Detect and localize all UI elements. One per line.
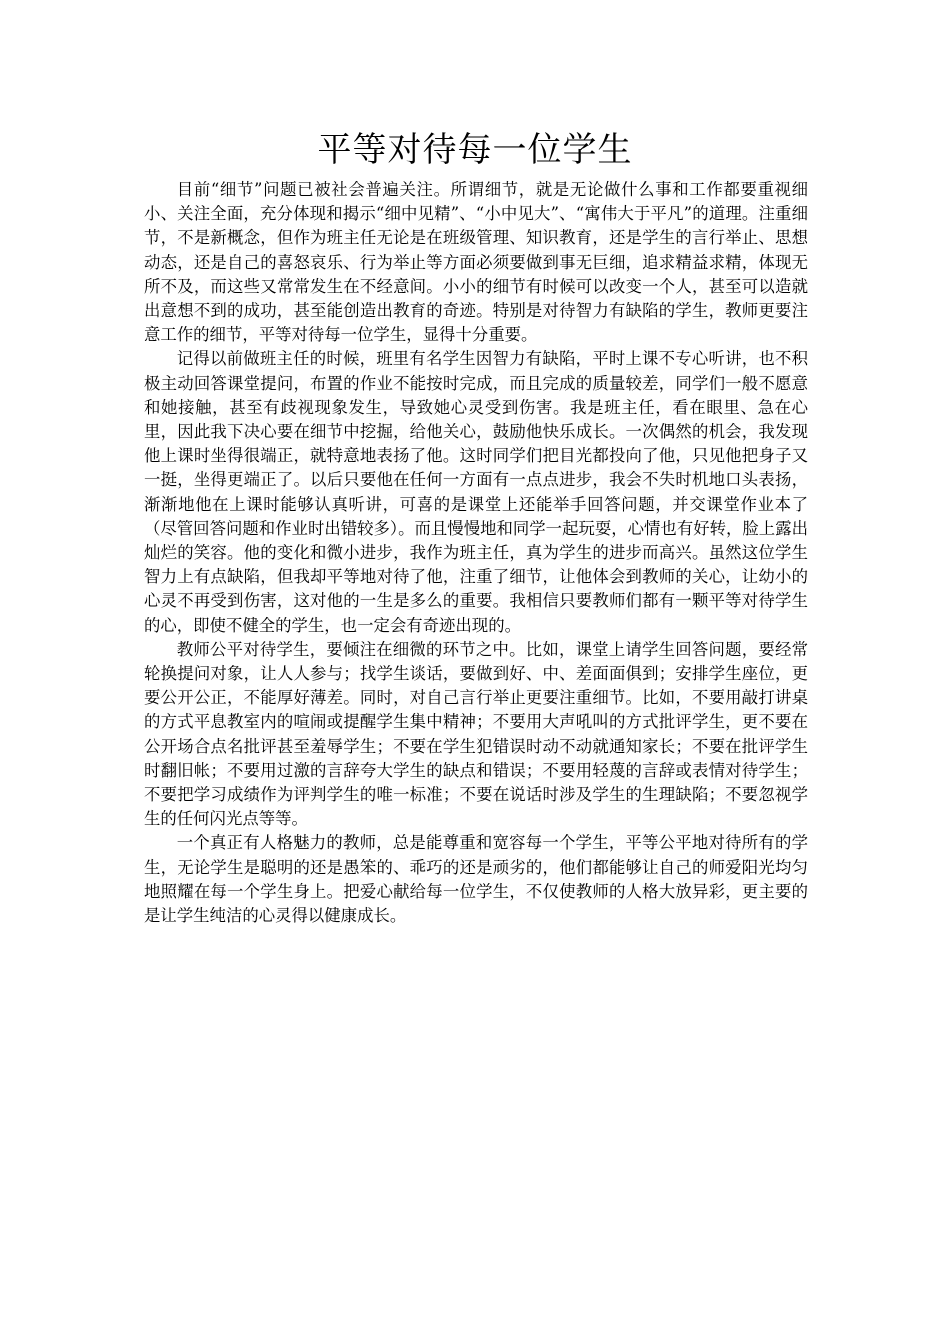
paragraph-3: 教师公平对待学生，要倾注在细微的环节之中。比如，课堂上请学生回答问题，要经常轮换提问对象，让人人参与；找学生谈话，要做到好、中、差面面俱到；安排学生座位，更要公开公正，不能厚好薄差。同时，对自己言行举止更要注重细节。比如，不要用敲打讲桌的方式平息教室内的喧闹或提醒学生集中精神；不要用大声吼叫的方式批评学生，更不要在公开场合点名批评甚至羞辱学生；不要在学生犯错误时动不动就通知家长；不要在批评学生时翻旧帐；不要用过激的言辞夸大学生的缺点和错误；不要用轻蔑的言辞或表情对待学生；不要把学习成绩作为评判学生的唯一标准；不要在说话时涉及学生的生理缺陷；不要忽视学生的任何闪光点等等。 — [144, 639, 808, 829]
document-title: 平等对待每一位学生 — [317, 130, 633, 170]
paragraph-4: 一个真正有人格魅力的教师，总是能尊重和宽容每一个学生，平等公平地对待所有的学生，无论学生是聪明的还是愚笨的、乖巧的还是顽劣的，他们都能够让自己的师爱阳光均匀地照耀在每一个学生身上。把爱心献给每一位学生，不仅使教师的人格大放异彩，更主要的是让学生纯洁的心灵得以健康成长。 — [144, 833, 808, 926]
document-body — [144, 178, 808, 928]
paragraph-2: 记得以前做班主任的时候，班里有名学生因智力有缺陷，平时上课不专心听讲，也不积极主动回答课堂提问，布置的作业不能按时完成，而且完成的质量较差，同学们一般不愿意和她接触，甚至有歧视现象发生，导致她心灵受到伤害。我是班主任，看在眼里、急在心里，因此我下决心要在细节中挖掘，给他关心，鼓励他快乐成长。一次偶然的机会，我发现他上课时坐得很端正，就特意地表扬了他。这时同学们把目光都投向了他，只见他把身子又一挺，坐得更端正了。以后只要他在任何一方面有一点点进步，我会不失时机地口头表扬，渐渐地他在上课时能够认真听讲，可喜的是课堂上还能举手回答问题，并交课堂作业本了（尽管回答问题和作业时出错较多）。而且慢慢地和同学一起玩耍，心情也有好转，脸上露出灿烂的笑容。他的变化和微小进步，我作为班主任，真为学生的进步而高兴。虽然这位学生智力上有点缺陷，但我却平等地对待了他，注重了细节，让他体会到教师的关心，让幼小的心灵不再受到伤害，这对他的一生是多么的重要。我相信只要教师们都有一颗平等对待学生的心，即使不健全的学生，也一定会有奇迹出现的。 — [144, 349, 808, 635]
paragraph-1: 目前“细节”问题已被社会普遍关注。所谓细节，就是无论做什么事和工作都要重视细小、关注全面，充分体现和揭示“细中见精”、“小中见大”、“寓伟大于平凡”的道理。注重细节，不是新概念，但作为班主任无论是在班级管理、知识教育，还是学生的言行举止、思想动态，还是自己的喜怒哀乐、行为举止等方面必须要做到事无巨细，追求精益求精，体现无所不及，而这些又常常发生在不经意间。小小的细节有时候可以改变一个人，甚至可以造就出意想不到的成功，甚至能创造出教育的奇迹。特别是对待智力有缺陷的学生，教师更要注意工作的细节，平等对待每一位学生，显得十分重要。 — [144, 180, 808, 345]
